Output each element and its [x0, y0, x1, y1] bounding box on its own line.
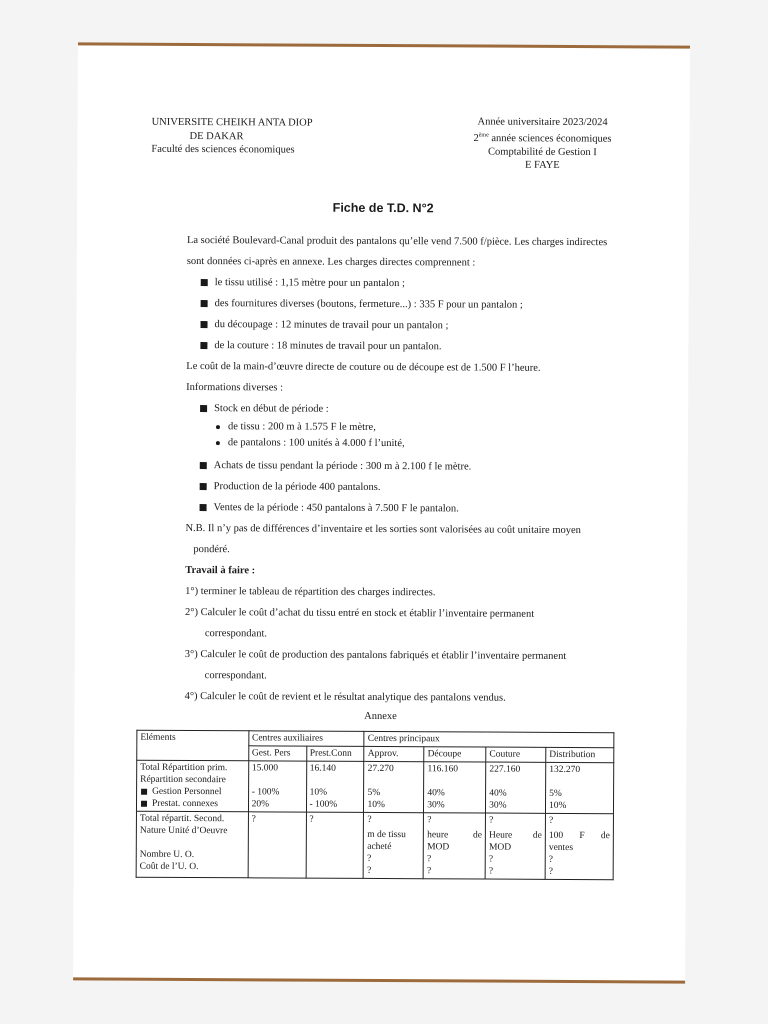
labour-cost: Le coût de la main-d’œuvre directe de couture ou de découpe est de 1.500 F l’heure. [186, 360, 541, 374]
cell-approv-sec: ? m de tissu acheté ? ? [364, 812, 424, 878]
square-bullet-icon [200, 405, 207, 412]
exercise-body [185, 230, 615, 709]
nb-note-cont: pondéré. [193, 544, 230, 556]
col-gest-pers: Gest. Pers [248, 746, 306, 761]
annex-table [136, 730, 615, 881]
square-bullet-icon [200, 483, 207, 490]
document-page [73, 42, 690, 983]
intro-paragraph [187, 230, 615, 274]
work-title: Travail à faire : [185, 564, 256, 577]
table-header-row [137, 730, 614, 747]
col-decoupe: Découpe [424, 747, 486, 762]
square-bullet-icon [200, 462, 207, 469]
info-item: Production de la période 400 pantalons. [186, 476, 614, 499]
task-1: 1°) terminer le tableau de répartition des charges indirectes. [185, 585, 436, 599]
header-main: Centres principaux [364, 731, 614, 747]
cell-decoupe-sec: ? heure de MOD ? ? [423, 813, 485, 879]
row-label-secondary: Total répartit. Second. Nature Unité d’Oeuvre Nombre U. O. Coût de l’U. O. [136, 811, 248, 878]
square-bullet-icon [200, 342, 207, 349]
square-bullet-icon [201, 279, 208, 286]
cell-approv: 27.270 5% 10% [364, 761, 424, 812]
teacher-name: E FAYE [524, 159, 560, 171]
col-couture: Couture [486, 747, 546, 762]
stock-item: de tissu : 200 m à 1.575 F le mètre, [186, 419, 614, 437]
row-label-primary: Total Répartition prim. Répartition secondaire Gestion Personnel Prestat. connexes [136, 760, 248, 812]
stock-title: Stock en début de période : [186, 398, 614, 421]
col-prest-conn: Prest.Conn [306, 746, 364, 761]
nb-note: N.B. Il n’y pas de différences d’inventaire et les sorties sont valorisées au coût unitaire moyen [185, 522, 581, 537]
intro-text: La société Boulevard-Canal produit des pantalons qu’elle vend 7.500 f/pièce. Les charges indirectes sont données ci-après en annexe. Les charges directes comprennent : [186, 234, 608, 269]
cell-gest-pers: 15.000 - 100% 20% [248, 761, 306, 812]
direct-charge-item: de la couture : 18 minutes de travail pour un pantalon. [186, 335, 614, 358]
cell-distribution: 132.270 5% 10% [546, 762, 614, 813]
direct-charge-item: le tissu utilisé : 1,15 mètre pour un pantalon ; [187, 272, 615, 295]
university-name: UNIVERSITE CHEIKH ANTA DIOP [151, 116, 313, 129]
cell-couture: 227.160 40% 30% [486, 762, 546, 813]
study-level [447, 129, 637, 146]
cell-distribution-sec: ? 100 F de ventes ? ? [545, 813, 613, 879]
cell-prest-conn-sec: ? [306, 812, 364, 878]
square-bullet-icon [141, 801, 147, 807]
round-bullet-icon [216, 425, 220, 429]
level-text: année sciences économiques [488, 132, 612, 145]
page-title: Fiche de T.D. N°2 [332, 200, 434, 216]
stock-item: de pantalons : 100 unités à 4.000 f l’unité, [186, 435, 614, 453]
course-name: Comptabilité de Gestion I [488, 146, 597, 158]
cell-prest-conn: 16.140 10% - 100% [306, 761, 364, 812]
header-elements: Eléments [137, 730, 249, 761]
direct-charge-item: des fournitures diverses (boutons, fermeture...) : 335 F pour un pantalon ; [187, 293, 615, 316]
annex-title: Annexe [364, 710, 397, 723]
col-approv: Approv. [364, 746, 424, 761]
square-bullet-icon [200, 504, 207, 511]
info-item: Ventes de la période : 450 pantalons à 7.500 F le pantalon. [186, 497, 614, 520]
university-city: DE DAKAR [189, 130, 244, 142]
task-2: 2°) Calculer le coût d’achat du tissu entré en stock et établir l’inventaire permanent [184, 606, 535, 620]
square-bullet-icon [201, 321, 208, 328]
header-aux: Centres auxiliaires [248, 731, 364, 747]
info-title: Informations diverses : [186, 381, 284, 394]
cell-decoupe: 116.160 40% 30% [424, 762, 486, 813]
table-row [136, 811, 613, 879]
col-distribution: Distribution [546, 747, 614, 762]
round-bullet-icon [216, 441, 220, 445]
cell-gest-pers-sec: ? [248, 812, 306, 878]
task-4: 4°) Calculer le coût de revient et le résultat analytique des pantalons vendus. [184, 690, 506, 704]
header-right [447, 115, 637, 172]
square-bullet-icon [141, 789, 147, 795]
faculty-name: Faculté des sciences économiques [151, 143, 295, 156]
academic-year: Année universitaire 2023/2024 [477, 116, 608, 129]
task-2-cont: correspondant. [204, 628, 268, 640]
direct-charge-item: du découpage : 12 minutes de travail pour un pantalon ; [186, 314, 614, 337]
cell-couture-sec: ? Heure de MOD ? ? [485, 813, 545, 879]
task-3: 3°) Calculer le coût de production des pantalons fabriqués et établir l’inventaire permanent [184, 648, 567, 662]
square-bullet-icon [201, 300, 208, 307]
header-left [151, 116, 381, 158]
level-number: 2 [473, 132, 479, 144]
info-item: Achats de tissu pendant la période : 300 m à 2.100 f le mètre. [186, 455, 614, 478]
task-3-cont: correspondant. [204, 670, 267, 682]
table-row [136, 760, 613, 813]
level-superscript: ème [478, 131, 489, 139]
